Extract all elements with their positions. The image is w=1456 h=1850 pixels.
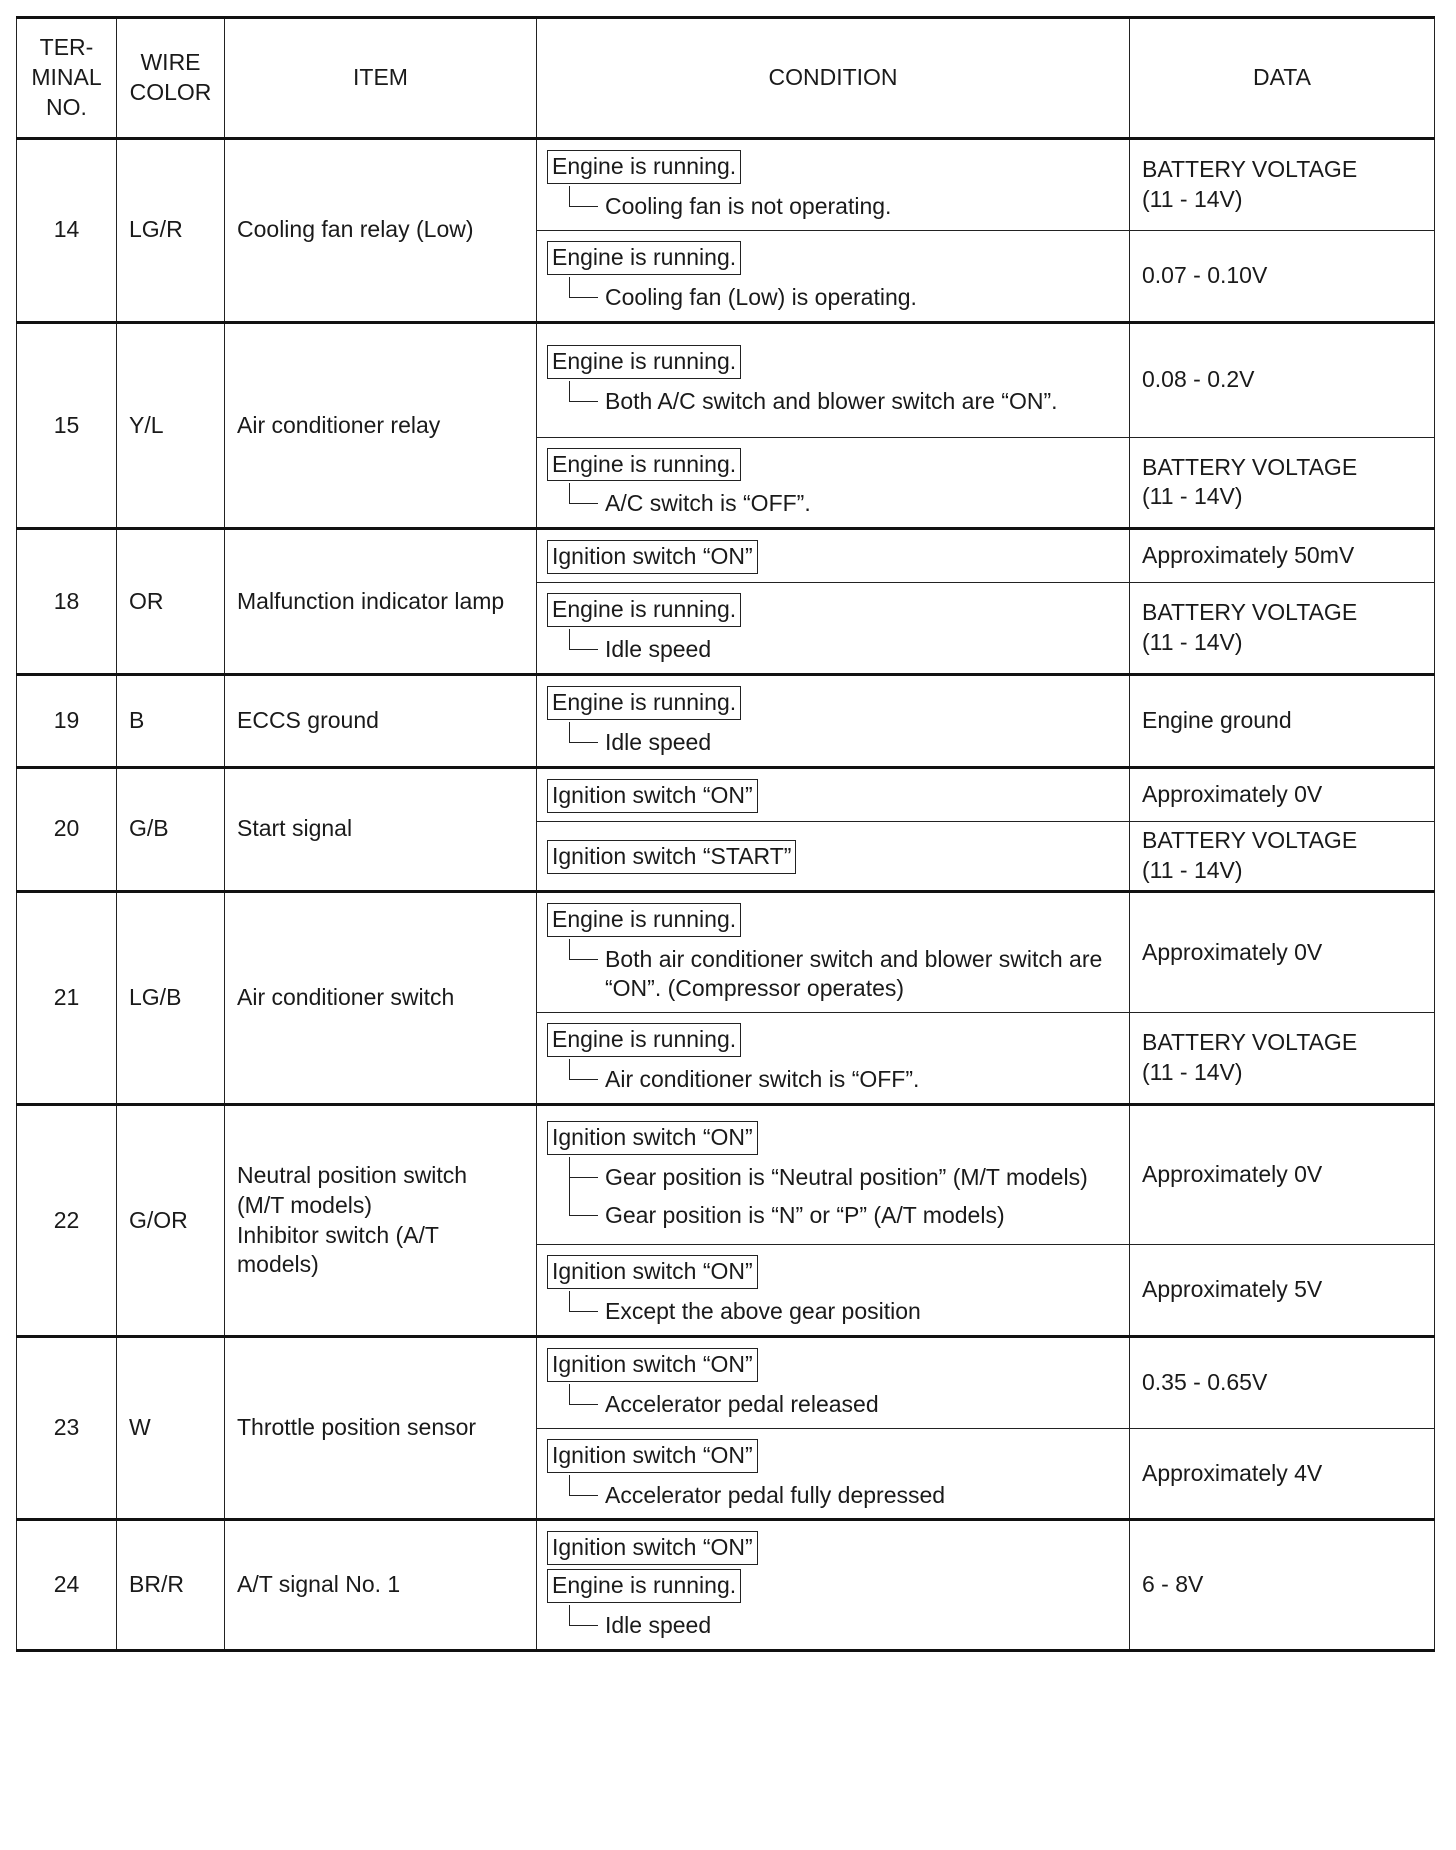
- branch-connector-icon: [569, 1605, 598, 1626]
- header-item: ITEM: [225, 18, 537, 139]
- item-label: Cooling fan relay (Low): [237, 216, 474, 243]
- item-label: Air conditioner switch: [237, 983, 455, 1010]
- branch-connector-icon: [569, 1475, 598, 1496]
- condition-box: Ignition switch “ON”: [547, 1531, 758, 1565]
- data-value-text: BATTERY VOLTAGE (11 - 14V): [1142, 599, 1358, 656]
- condition-box: Engine is running.: [547, 345, 741, 379]
- branch-connector-icon: [569, 1059, 598, 1080]
- condition-cell: [537, 767, 1130, 821]
- condition-sub-item: [547, 387, 1121, 417]
- data-value-text: 0.35 - 0.65V: [1142, 1368, 1268, 1395]
- condition-cell: [537, 821, 1130, 891]
- spec-page: [16, 16, 1434, 1652]
- condition-cell: [537, 322, 1130, 437]
- condition-sub-text: Idle speed: [605, 1612, 712, 1639]
- condition-sub-item: [547, 728, 1121, 758]
- condition-box: Engine is running.: [547, 1023, 741, 1057]
- data-value-text: BATTERY VOLTAGE (11 - 14V): [1142, 156, 1358, 212]
- condition-box: Engine is running.: [547, 448, 741, 482]
- condition-cell: [537, 1013, 1130, 1105]
- item-label: Throttle position sensor: [237, 1414, 477, 1441]
- terminal-spec-table: [16, 16, 1435, 1652]
- condition-sub-item: [547, 1163, 1121, 1193]
- item-name: [225, 139, 537, 323]
- wire-color: OR: [117, 529, 225, 675]
- data-value-text: Approximately 4V: [1142, 1459, 1323, 1486]
- wire-color: B: [117, 675, 225, 768]
- item-name: [225, 1520, 537, 1651]
- data-value-text: 0.07 - 0.10V: [1142, 261, 1268, 288]
- condition-cell: [537, 583, 1130, 675]
- table-row: [17, 139, 1435, 231]
- branch-connector-icon: [569, 1384, 598, 1405]
- condition-sub-text: Cooling fan is not operating.: [605, 192, 892, 219]
- data-value: [1130, 1428, 1435, 1520]
- table-row: [17, 767, 1435, 821]
- condition-box: Ignition switch “ON”: [547, 779, 758, 813]
- branch-connector-icon: [569, 722, 598, 743]
- branch-connector-icon: [569, 381, 598, 402]
- header-data: DATA: [1130, 18, 1435, 139]
- item-name: [225, 322, 537, 529]
- condition-cell: [537, 230, 1130, 322]
- data-value: [1130, 322, 1435, 437]
- condition-cell: [537, 529, 1130, 583]
- condition-sub-item: [547, 1201, 1121, 1231]
- terminal-number: 24: [17, 1520, 117, 1651]
- condition-cell: [537, 139, 1130, 231]
- branch-connector-icon: [569, 629, 598, 650]
- condition-sub-text: Both A/C switch and blower switch are “ON”.: [605, 388, 1058, 415]
- branch-connector-icon: [569, 939, 598, 960]
- condition-sub-item: [547, 1297, 1121, 1327]
- data-value: [1130, 1013, 1435, 1105]
- item-label: Start signal: [237, 815, 353, 842]
- table-row: [17, 529, 1435, 583]
- condition-box: Engine is running.: [547, 1569, 741, 1603]
- condition-sub-item: [547, 192, 1121, 222]
- condition-sub-text: Both air conditioner switch and blower switch are “ON”. (Compressor operates): [605, 945, 1103, 1002]
- condition-sub-text: A/C switch is “OFF”.: [605, 490, 811, 517]
- data-value: [1130, 529, 1435, 583]
- condition-cell: [537, 1336, 1130, 1428]
- data-value: [1130, 1336, 1435, 1428]
- condition-cell: [537, 1245, 1130, 1337]
- data-value-text: Approximately 0V: [1142, 938, 1323, 965]
- branch-connector-icon: [569, 483, 598, 504]
- condition-sub-text: Accelerator pedal fully depressed: [605, 1481, 946, 1508]
- item-label: Malfunction indicator lamp: [237, 587, 505, 614]
- condition-box: Ignition switch “ON”: [547, 1255, 758, 1289]
- condition-sub-item: [547, 1611, 1121, 1641]
- item-name: [225, 1105, 537, 1337]
- data-value: [1130, 675, 1435, 768]
- wire-color: W: [117, 1336, 225, 1520]
- data-value: [1130, 1245, 1435, 1337]
- data-value-text: Approximately 0V: [1142, 1161, 1323, 1188]
- terminal-number: 19: [17, 675, 117, 768]
- branch-connector-icon: [569, 1291, 598, 1312]
- terminal-number: 18: [17, 529, 117, 675]
- table-row: [17, 1105, 1435, 1245]
- data-value: [1130, 1520, 1435, 1651]
- data-value-text: BATTERY VOLTAGE (11 - 14V): [1142, 453, 1358, 510]
- terminal-number: 23: [17, 1336, 117, 1520]
- condition-sub-item: [547, 489, 1121, 519]
- condition-cell: [537, 1105, 1130, 1245]
- data-value-text: BATTERY VOLTAGE (11 - 14V): [1142, 1029, 1358, 1086]
- data-value-text: BATTERY VOLTAGE (11 - 14V): [1142, 826, 1358, 883]
- item-label: ECCS ground: [237, 706, 379, 733]
- table-row: [17, 322, 1435, 437]
- table-body: [17, 139, 1435, 1651]
- condition-sub-item: [547, 945, 1121, 1005]
- header-condition: CONDITION: [537, 18, 1130, 139]
- condition-cell: [537, 1428, 1130, 1520]
- data-value: [1130, 767, 1435, 821]
- wire-color: G/OR: [117, 1105, 225, 1337]
- condition-sub-text: Idle speed: [605, 636, 712, 663]
- data-value-text: Approximately 50mV: [1142, 542, 1355, 569]
- condition-sub-text: Air conditioner switch is “OFF”.: [605, 1066, 920, 1093]
- condition-box: Ignition switch “ON”: [547, 540, 758, 574]
- header-terminal: TER- MINAL NO.: [17, 18, 117, 139]
- wire-color: LG/R: [117, 139, 225, 323]
- data-value: [1130, 583, 1435, 675]
- table-row: [17, 1336, 1435, 1428]
- condition-sub-text: Accelerator pedal released: [605, 1390, 879, 1417]
- data-value-text: 6 - 8V: [1142, 1571, 1204, 1598]
- condition-sub-text: Cooling fan (Low) is operating.: [605, 283, 917, 310]
- condition-sub-item: [547, 1481, 1121, 1511]
- condition-box: Engine is running.: [547, 593, 741, 627]
- branch-connector-icon: [569, 277, 598, 298]
- terminal-number: 20: [17, 767, 117, 891]
- condition-cell: [537, 891, 1130, 1013]
- item-label: Air conditioner relay: [237, 411, 441, 438]
- data-value-text: Approximately 5V: [1142, 1276, 1323, 1303]
- wire-color: LG/B: [117, 891, 225, 1104]
- condition-box: Ignition switch “ON”: [547, 1121, 758, 1155]
- condition-sub-item: [547, 1390, 1121, 1420]
- item-label: A/T signal No. 1: [237, 1571, 401, 1598]
- data-value: [1130, 1105, 1435, 1245]
- condition-cell: [537, 675, 1130, 768]
- data-value: [1130, 230, 1435, 322]
- terminal-number: 21: [17, 891, 117, 1104]
- condition-box: Engine is running.: [547, 150, 741, 184]
- table-row: [17, 675, 1435, 768]
- table-row: [17, 1520, 1435, 1651]
- wire-color: G/B: [117, 767, 225, 891]
- item-name: [225, 675, 537, 768]
- item-name: [225, 529, 537, 675]
- table-row: [17, 891, 1435, 1013]
- terminal-number: 22: [17, 1105, 117, 1337]
- data-value-text: 0.08 - 0.2V: [1142, 366, 1255, 393]
- data-value: [1130, 821, 1435, 891]
- data-value-text: Approximately 0V: [1142, 780, 1323, 807]
- condition-sub-item: [547, 635, 1121, 665]
- branch-connector-icon: [569, 1161, 598, 1216]
- terminal-number: 14: [17, 139, 117, 323]
- wire-color: Y/L: [117, 322, 225, 529]
- data-value-text: Engine ground: [1142, 706, 1292, 733]
- condition-box: Engine is running.: [547, 241, 741, 275]
- table-header: [17, 18, 1435, 139]
- condition-sub-item: [547, 283, 1121, 313]
- condition-sub-text: Gear position is “Neutral position” (M/T models): [605, 1164, 1088, 1191]
- data-value: [1130, 139, 1435, 231]
- item-name: [225, 767, 537, 891]
- data-value: [1130, 891, 1435, 1013]
- branch-connector-icon: [569, 186, 598, 207]
- wire-color: BR/R: [117, 1520, 225, 1651]
- condition-sub-text: Idle speed: [605, 728, 712, 755]
- condition-cell: [537, 437, 1130, 529]
- header-wire-color: WIRE COLOR: [117, 18, 225, 139]
- condition-box: Ignition switch “ON”: [547, 1439, 758, 1473]
- condition-box: Ignition switch “ON”: [547, 1348, 758, 1382]
- condition-sub-item: [547, 1065, 1121, 1095]
- condition-cell: [537, 1520, 1130, 1651]
- condition-sub-text: Gear position is “N” or “P” (A/T models): [605, 1202, 1005, 1229]
- item-name: [225, 891, 537, 1104]
- condition-box: Engine is running.: [547, 686, 741, 720]
- condition-box: Ignition switch “START”: [547, 840, 796, 874]
- item-label: Neutral position switch (M/T models) Inhibitor switch (A/T models): [237, 1161, 468, 1278]
- condition-box: Engine is running.: [547, 903, 741, 937]
- data-value: [1130, 437, 1435, 529]
- terminal-number: 15: [17, 322, 117, 529]
- item-name: [225, 1336, 537, 1520]
- condition-sub-text: Except the above gear position: [605, 1298, 921, 1325]
